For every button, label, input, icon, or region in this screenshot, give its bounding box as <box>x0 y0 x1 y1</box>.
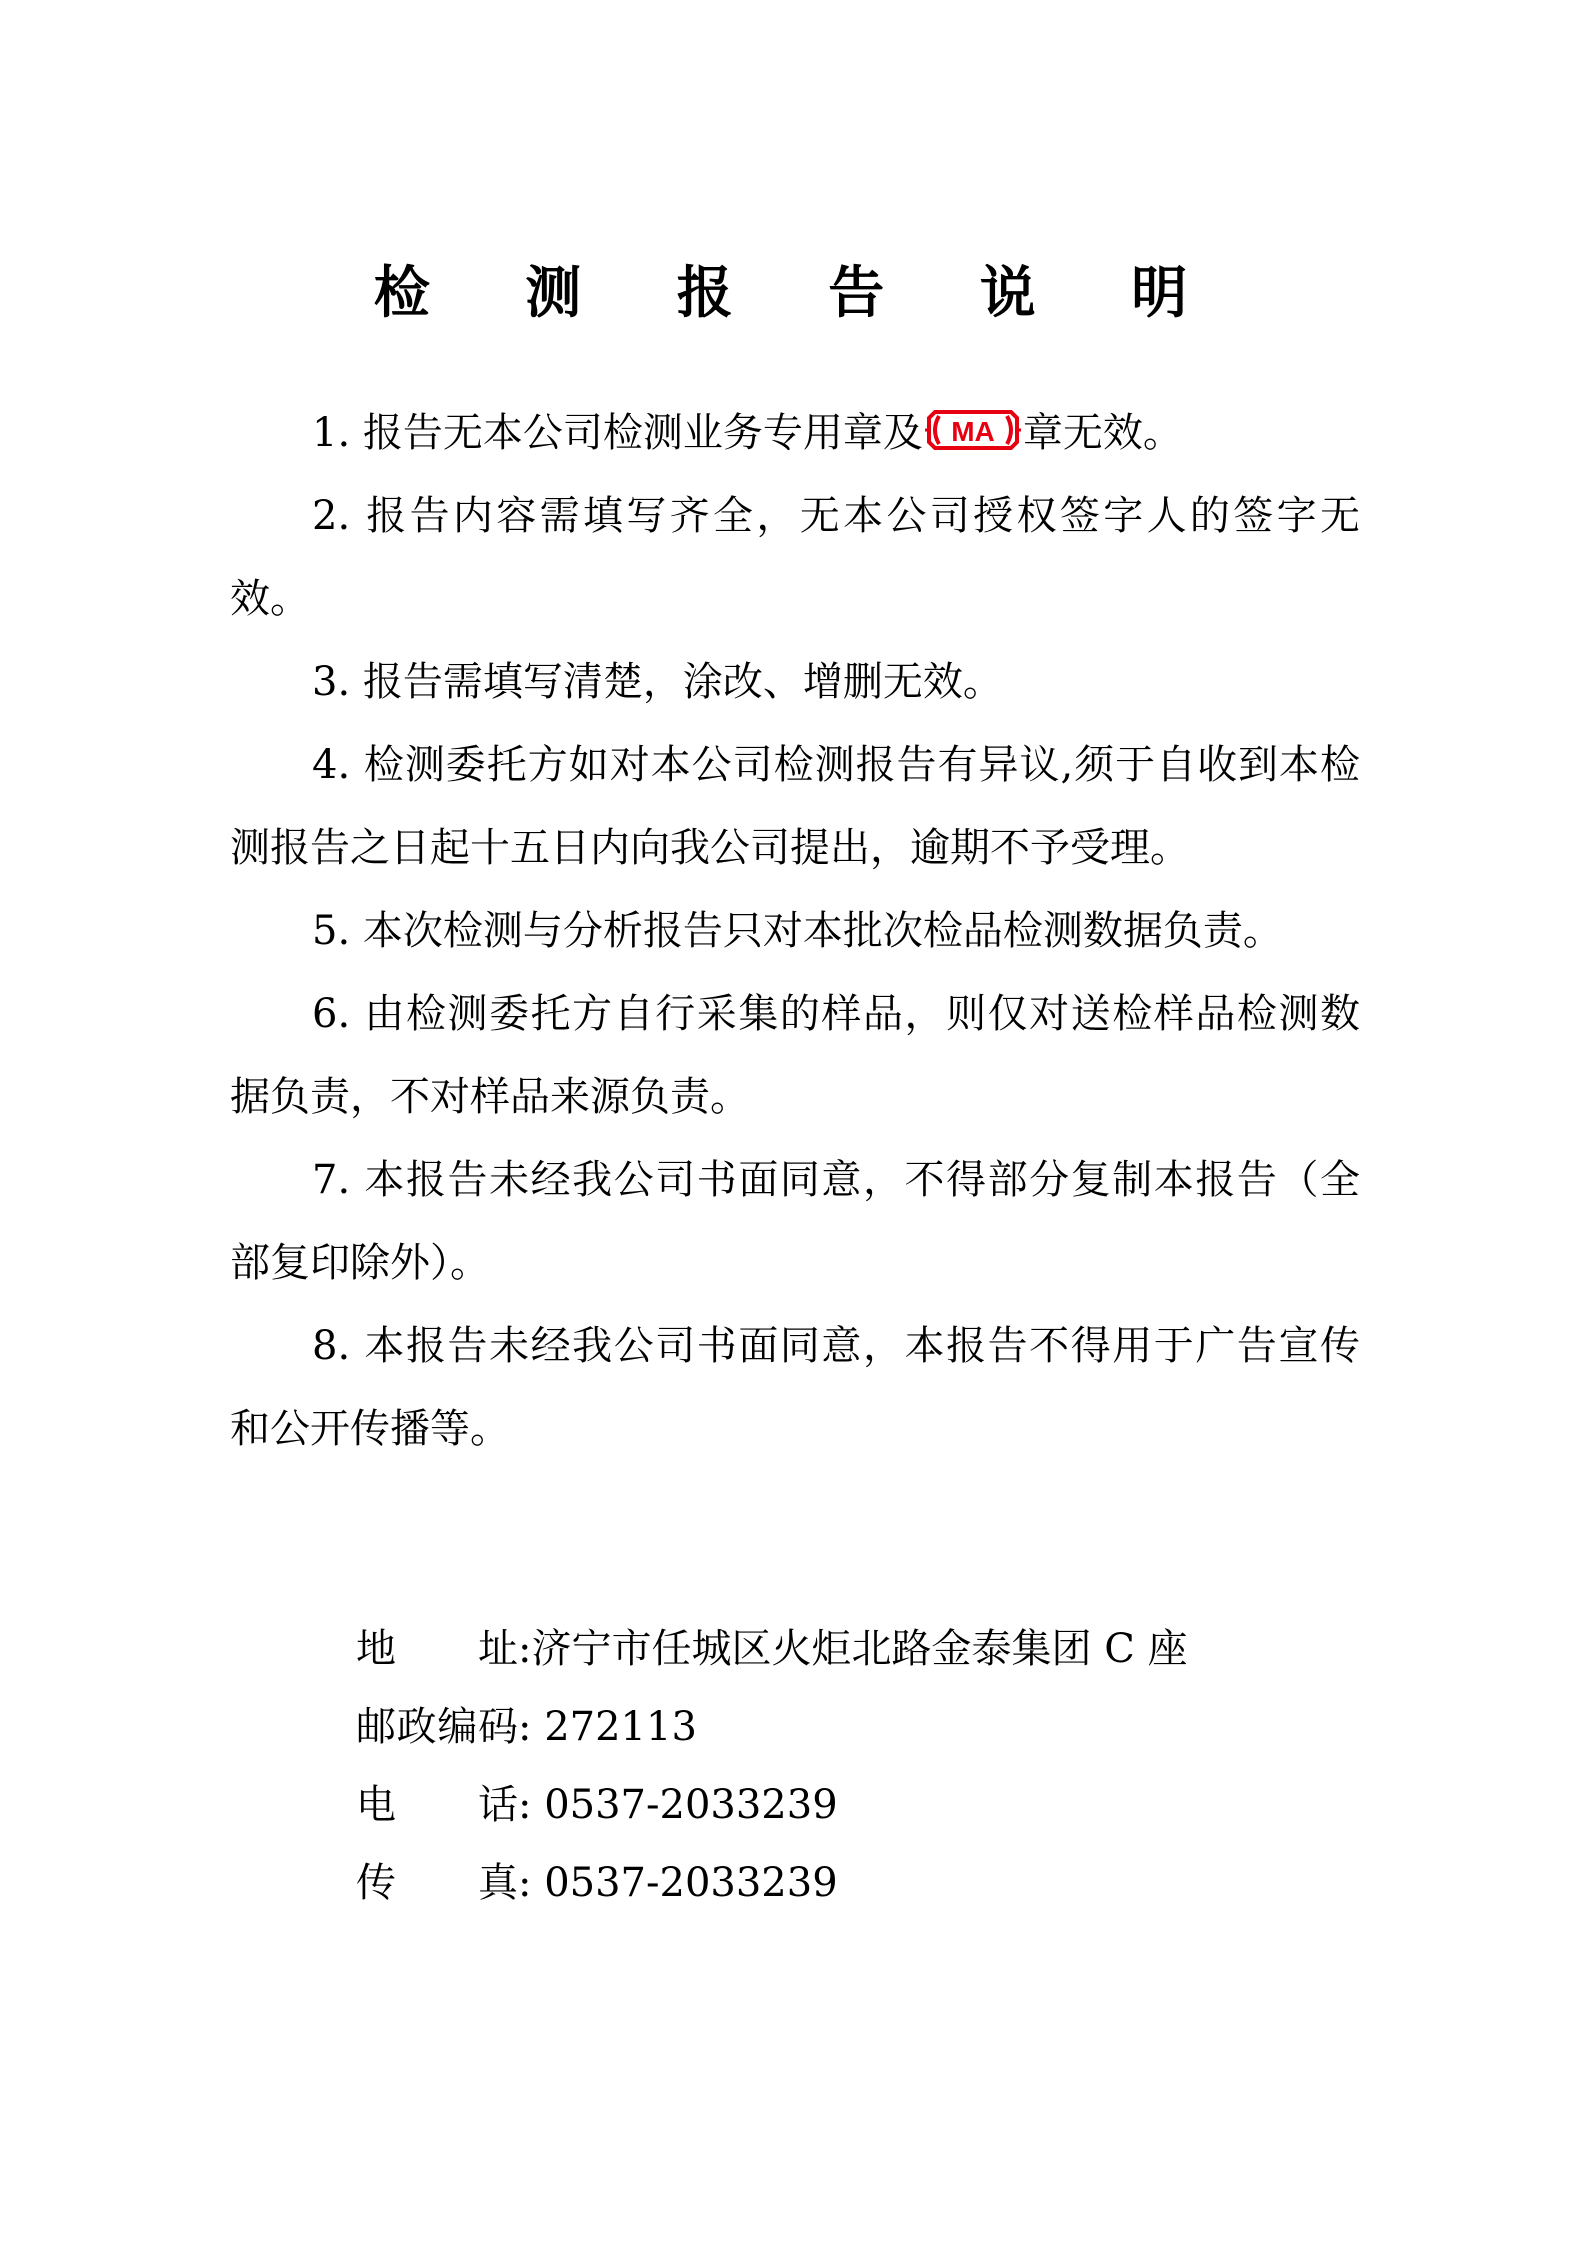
notice-item-1 <box>230 392 1360 475</box>
fax-label: 传 真 <box>356 1860 518 1906</box>
address-value: :济宁市任城区火炬北路金泰集团 C 座 <box>518 1626 1188 1672</box>
fax-value: : 0537-2033239 <box>518 1860 838 1906</box>
notice-item-8: 8. 本报告未经我公司书面同意，本报告不得用于广告宣传和公开传播等。 <box>230 1323 1360 1452</box>
notice-list <box>230 392 1360 1471</box>
notice-item-5: 5. 本次检测与分析报告只对本批次检品检测数据负责。 <box>312 908 1283 954</box>
phone-row <box>356 1766 1356 1844</box>
phone-value: : 0537-2033239 <box>518 1782 838 1828</box>
postcode-row <box>356 1688 1356 1766</box>
notice-item-1-text-before: 1. 报告无本公司检测业务专用章及 <box>312 410 923 456</box>
notice-item-4: 4. 检测委托方如对本公司检测报告有异议,须于自收到本检测报告之日起十五日内向我公司提出，逾期不予受理。 <box>230 742 1360 871</box>
notice-item-7: 7. 本报告未经我公司书面同意，不得部分复制本报告（全部复印除外）。 <box>230 1157 1360 1286</box>
notice-item-1-text-after: 章无效。 <box>1022 410 1183 456</box>
postcode-value: : 272113 <box>518 1704 697 1750</box>
notice-item-6: 6. 由检测委托方自行采集的样品，则仅对送检样品检测数据负责，不对样品来源负责。 <box>230 991 1360 1120</box>
contact-info <box>356 1610 1356 1922</box>
notice-item-2: 2. 报告内容需填写齐全，无本公司授权签字人的签字无效。 <box>230 493 1360 622</box>
cma-seal-icon <box>925 408 1021 452</box>
address-row <box>356 1610 1356 1688</box>
address-label: 地 址 <box>356 1626 518 1672</box>
notice-item-3: 3. 报告需填写清楚，涂改、增删无效。 <box>312 659 1003 705</box>
phone-label: 电 话 <box>356 1782 518 1828</box>
fax-row <box>356 1844 1356 1922</box>
postcode-label: 邮政编码 <box>356 1704 518 1750</box>
page-title: 检 测 报 告 说 明 <box>373 260 1226 326</box>
svg-text:MA: MA <box>951 416 995 447</box>
